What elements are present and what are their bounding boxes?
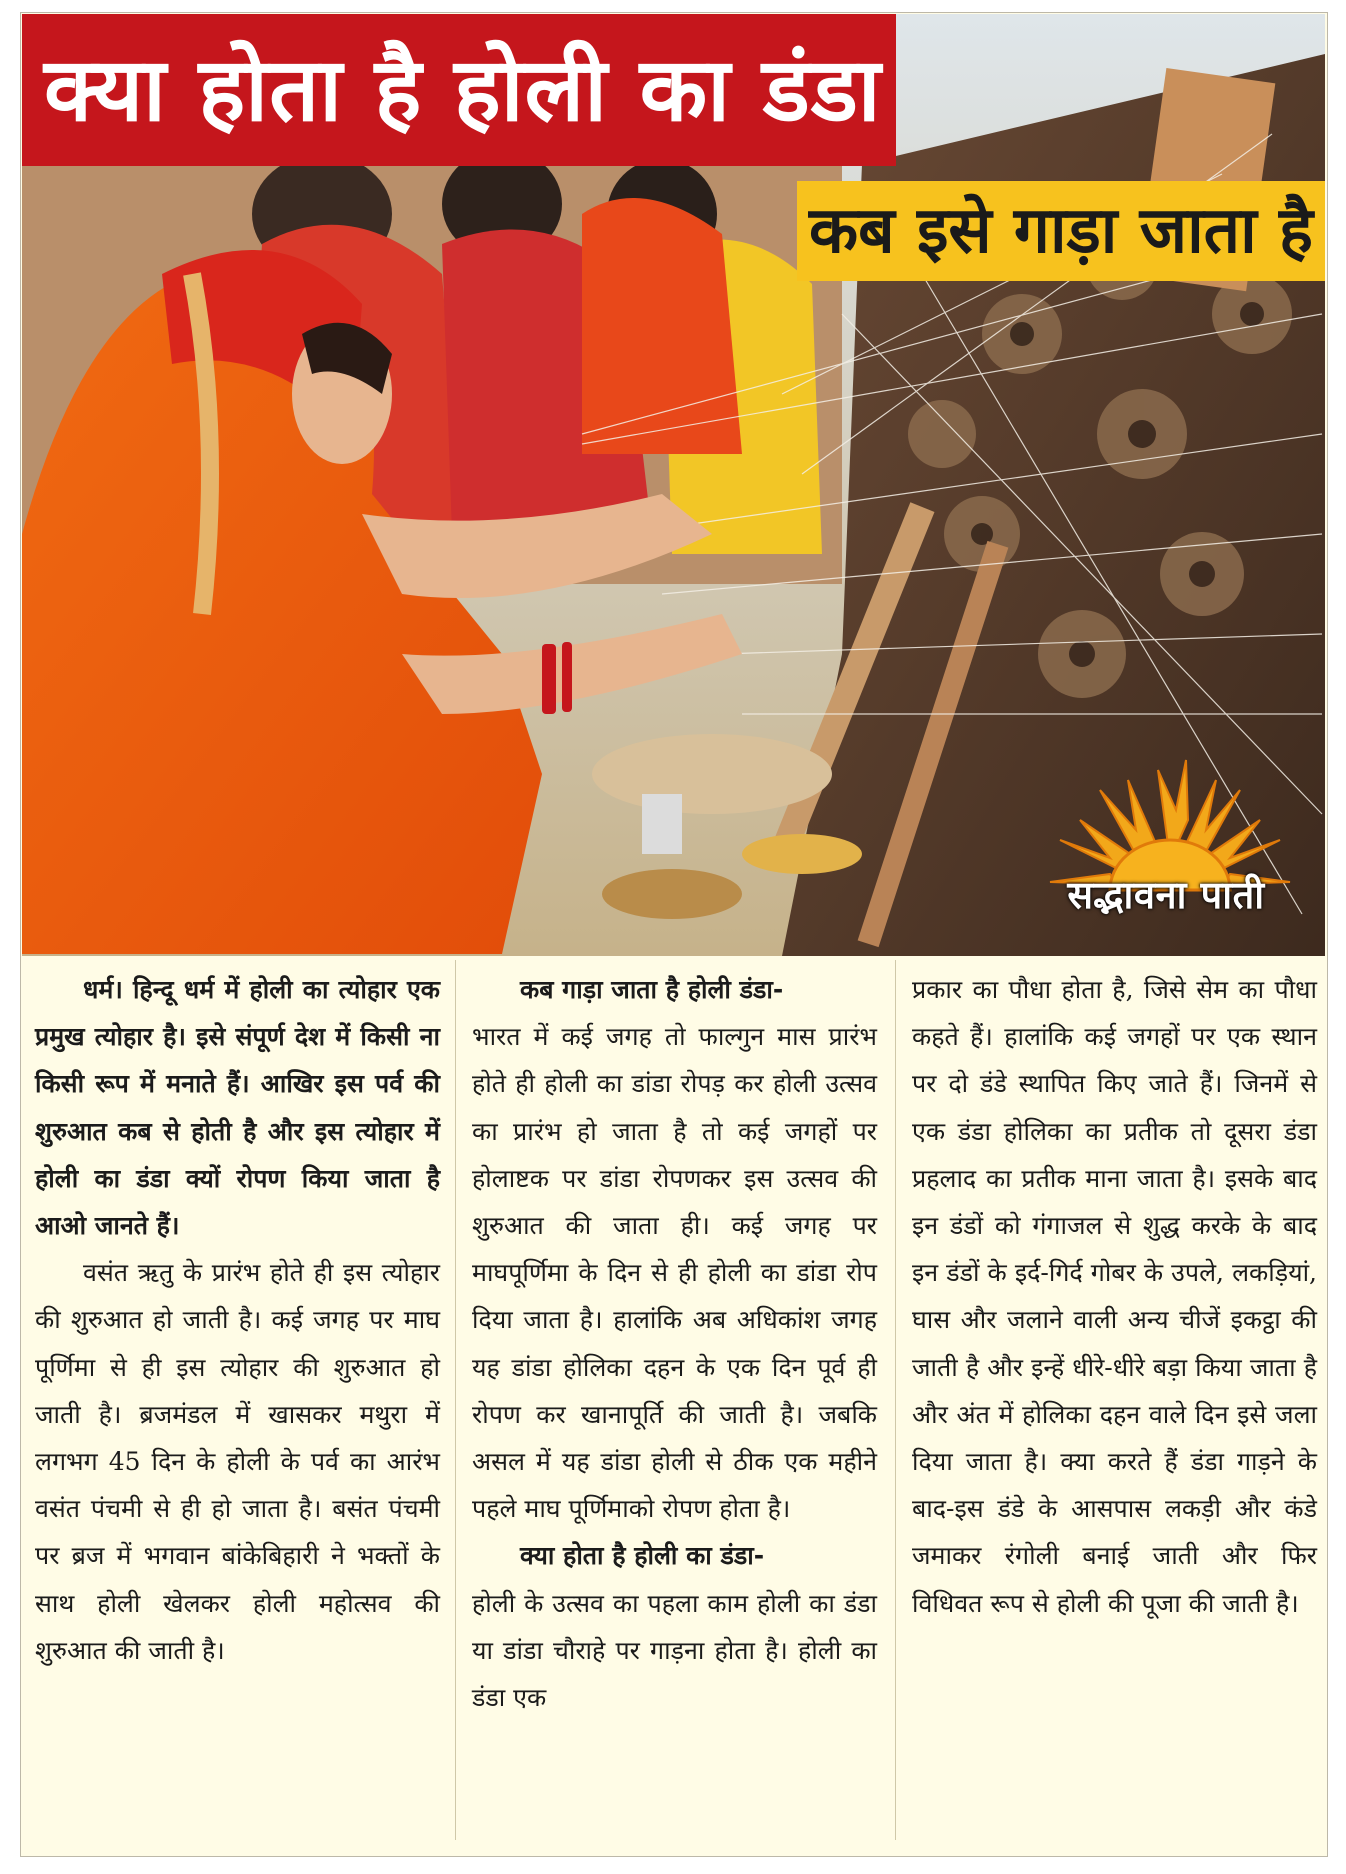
article-lead: धर्म। हिन्दू धर्म में होली का त्योहार एक प्रमुख त्योहार है। इसे संपूर्ण देश में किसी ना किसी रूप में मनाते हैं। आखिर इस पर्व की शुरुआत कब से होती है और इस त्योहार में होली का डंडा क्यों रोपण किया जाता है आओ जानते हैं। — [35, 975, 440, 1241]
article-column-2 — [472, 966, 877, 1836]
headline-sub: कब इसे गाड़ा जाता है — [797, 181, 1325, 281]
section-heading: क्या होता है होली का डंडा- — [520, 1541, 765, 1571]
article-column-1 — [35, 966, 440, 1836]
article-column-3 — [912, 966, 1317, 1836]
column-divider — [455, 960, 456, 1840]
column-divider — [895, 960, 896, 1840]
headline-main: क्या होता है होली का डंडा — [22, 14, 896, 166]
publication-logo-text: सद्भावना पाती — [1067, 873, 1265, 917]
article-paragraph: भारत में कई जगह तो फाल्गुन मास प्रारंभ होते ही होली का डांडा रोपड़ कर होली उत्सव का प्रारंभ हो जाता है तो कई जगहों पर होलाष्टक पर डांडा रोपणकर इस उत्सव की शुरुआत की जाता ही। कई जगह पर माघपूर्णिमा के दिन से ही होली का डांडा रोप दिया जाता है। हालांकि अब अधिकांश जगह यह डांडा होलिका दहन के एक दिन पूर्व ही रोपण कर खानापूर्ति की जाती है। जबकि असल में यह डांडा होली से ठीक एक महीने पहले माघ पूर्णिमाको रोपण होता है। — [472, 1022, 877, 1524]
article-paragraph: वसंत ऋतु के प्रारंभ होते ही इस त्योहार की शुरुआत हो जाती है। कई जगह पर माघ पूर्णिमा से ही इस त्योहार की शुरुआत हो जाती है। ब्रजमंडल में खासकर मथुरा में लगभग 45 दिन के होली के पर्व का आरंभ वसंत पंचमी से ही हो जाता है। बसंत पंचमी पर ब्रज में भगवान बांकेबिहारी ने भक्तों के साथ होली खेलकर होली महोत्सव की शुरुआत की जाती है। — [35, 1258, 440, 1665]
section-heading: कब गाड़ा जाता है होली डंडा- — [520, 975, 784, 1004]
article-paragraph: होली के उत्सव का पहला काम होली का डंडा या डांडा चौराहे पर गाड़ना होता है। होली का डंडा एक — [472, 1588, 877, 1713]
article-paragraph: प्रकार का पौधा होता है, जिसे सेम का पौधा कहते हैं। हालांकि कई जगहों पर एक स्थान पर दो डंडे स्थापित किए जाते हैं। जिनमें से एक डंडा होलिका का प्रतीक तो दूसरा डंडा प्रहलाद का प्रतीक माना जाता है। इसके बाद इन डंडों को गंगाजल से शुद्ध करके के बाद इन डंडों के इर्द-गिर्द गोबर के उपले, लकड़ियां, घास और जलाने वाली अन्य चीजें इकट्ठा की जाती है और इन्हें धीरे-धीरे बड़ा किया जाता है और अंत में होलिका दहन वाले दिन इसे जला दिया जाता है। क्या करते हैं डंडा गाड़ने के बाद-इस डंडे के आसपास लकड़ी और कंडे जमाकर रंगोली बनाई जाती और फिर विधिवत रूप से होली की पूजा की जाती है। — [912, 975, 1317, 1618]
